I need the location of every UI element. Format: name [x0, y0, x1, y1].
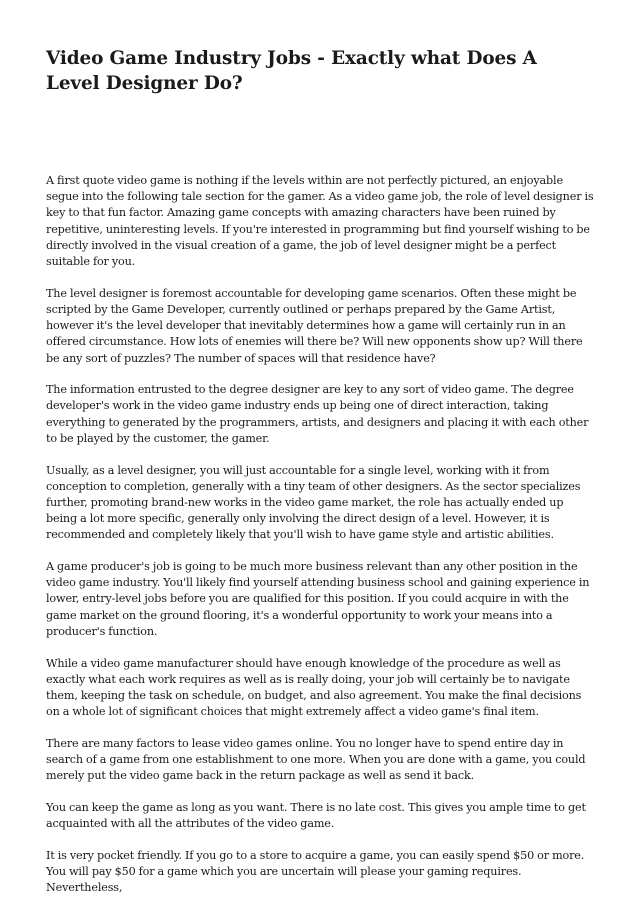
document-title: Video Game Industry Jobs - Exactly what Does A Level Designer Do? [46, 48, 537, 94]
paragraph: There are many factors to lease video games online. You no longer have to spend entire day in search of a game from one establishment to one more. When you are done with a game, you could merely put the video game back in the return package as well as send it back. [46, 736, 586, 783]
paragraph: While a video game manufacturer should have enough knowledge of the procedure as well as exactly what each work requires as well as is really doing, your job will certainly be to navigate them, keeping the task on schedule, on budget, and also agreement. You make the final decisions on a whole lot of significant choices that might extremely affect a video game's final item. [46, 656, 582, 719]
paragraph: It is very pocket friendly. If you go to a store to acquire a game, you can easily spend $50 or more. You will pay $50 for a game which you are uncertain will please your gaming requires. Nevertheless, [46, 848, 585, 895]
document-page [46, 46, 594, 897]
paragraph: A game producer's job is going to be much more business relevant than any other position in the video game industry. You'll likely find yourself attending business school and gaining experience in lower, entry-level jobs before you are qualified for this position. If you could acquire in with the game market on the ground flooring, it's a wonderful opportunity to work your means into a producer's function. [46, 560, 590, 638]
document-body [46, 173, 594, 897]
paragraph: Usually, as a level designer, you will just accountable for a single level, working with it from conception to completion, generally with a tiny team of other designers. As the sector specializes further, promoting brand-new works in the video game market, the role has actually ended up being a lot more specific, generally only involving the direct design of a level. However, it is recommended and completely likely that you'll wish to have game style and artistic abilities. [46, 463, 581, 542]
paragraph: The level designer is foremost accountable for developing game scenarios. Often these might be scripted by the Game Developer, currently outlined or perhaps prepared by the Game Artist, however it's the level developer that inevitably determines how a game will certainly run in an offered circumstance. How lots of enemies will there be? Will new opponents show up? Will there be any sort of puzzles? The number of spaces will that residence have? [46, 286, 583, 365]
paragraph: A first quote video game is nothing if the levels within are not perfectly pictured, an enjoyable segue into the following tale section for the gamer. As a video game job, the role of level designer is key to that fun factor. Amazing game concepts with amazing characters have been ruined by repetitive, uninteresting levels. If you're interested in programming but find yourself wishing to be directly involved in the visual creation of a game, the job of level designer might be a perfect suitable for you. [46, 174, 594, 269]
paragraph: You can keep the game as long as you want. There is no late cost. This gives you ample time to get acquainted with all the attributes of the video game. [46, 801, 586, 831]
paragraph: The information entrusted to the degree designer are key to any sort of video game. The degree developer's work in the video game industry ends up being one of direct interaction, taking everything to generated by the programmers, artists, and designers and placing it with each other to be played by the customer, the gamer. [46, 383, 589, 445]
